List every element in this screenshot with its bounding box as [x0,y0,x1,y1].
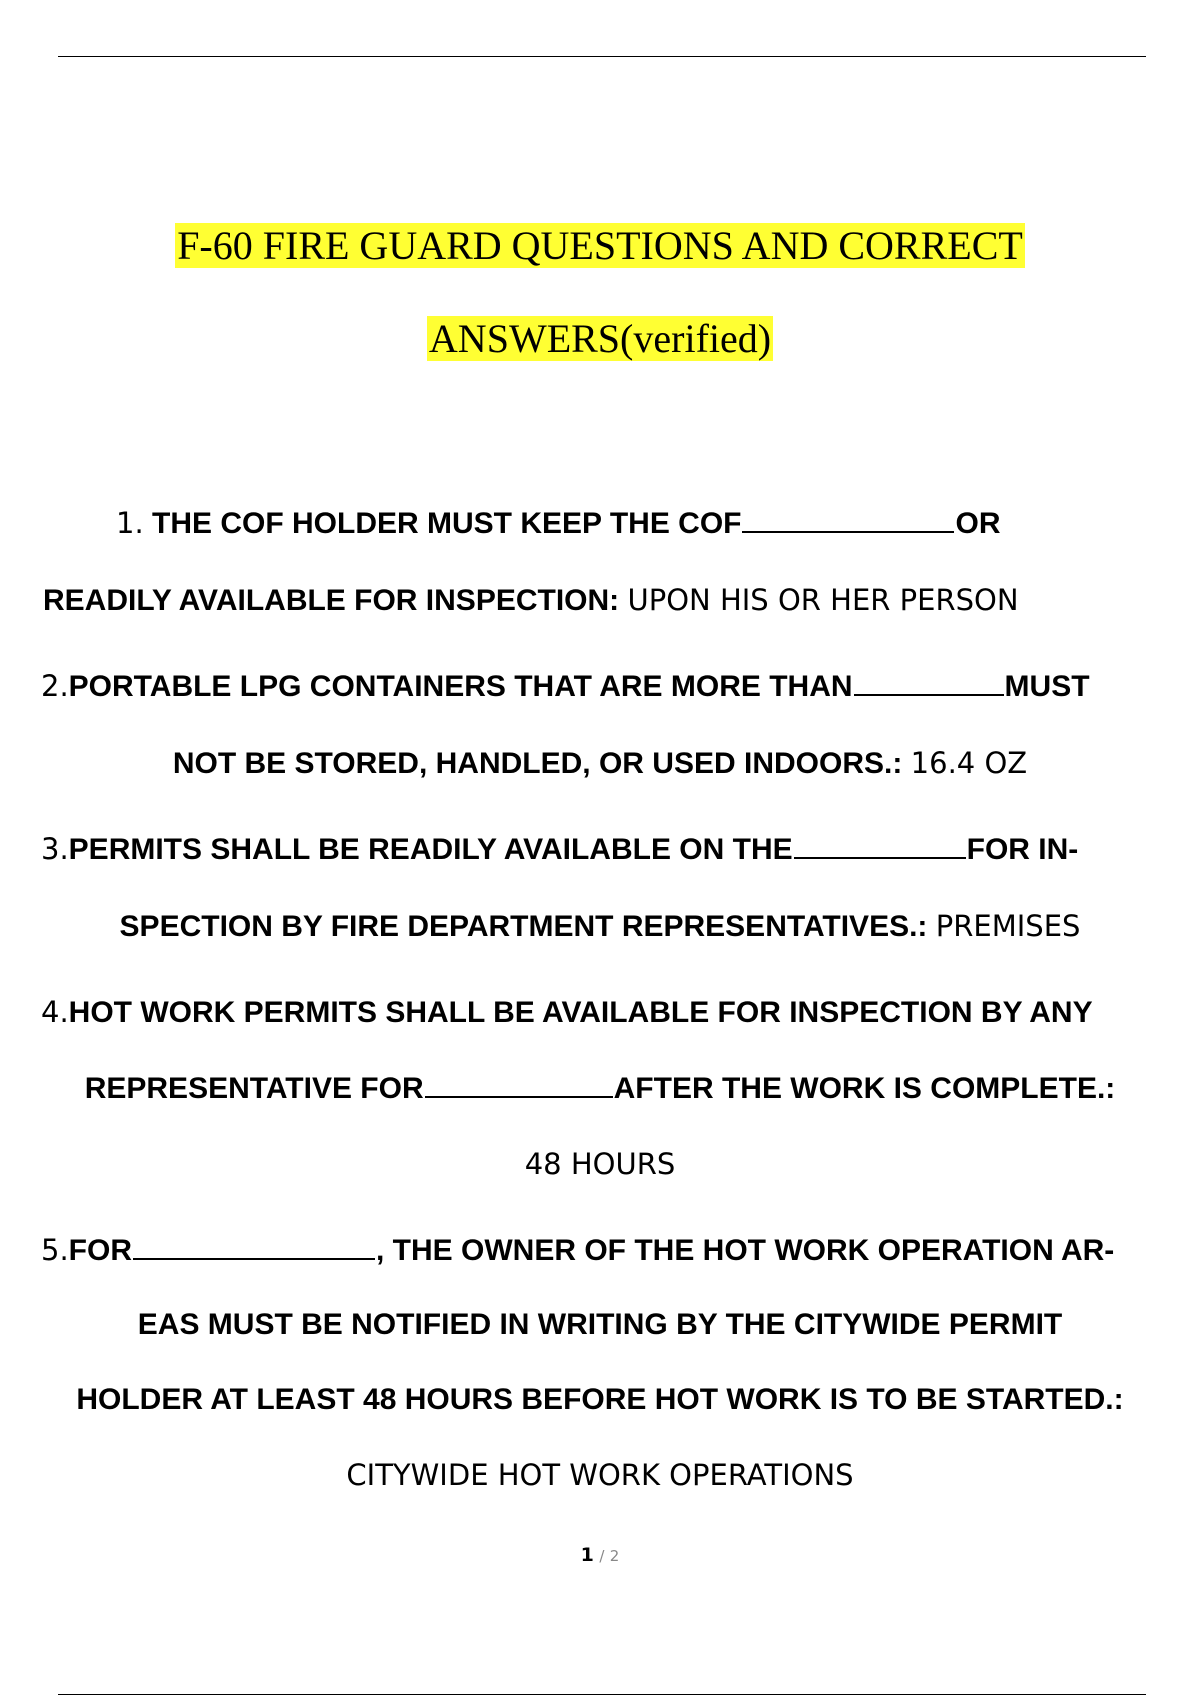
question-5-number: 5. [41,1233,69,1267]
question-4-text-b: REPRESENTATIVE FOR [84,1072,424,1105]
question-4-answer: 48 HOURS [524,1147,676,1181]
question-5-line-3 [0,1380,1200,1420]
question-5-text-c: EAS MUST BE NOTIFIED IN WRITING BY THE CITYWIDE PERMIT [137,1308,1063,1341]
question-1-text-c: READILY AVAILABLE FOR INSPECTION: [43,584,620,617]
question-1-line-1 [116,503,1116,544]
question-4-number: 4. [41,995,69,1029]
question-5-line-2 [0,1305,1200,1345]
question-3-text-c: SPECTION BY FIRE DEPARTMENT REPRESENTATIVES.: [119,910,928,943]
question-3-blank [794,831,966,859]
question-2-line-2 [0,743,1200,784]
question-2-number: 2. [41,669,69,703]
question-5-text-d: HOLDER AT LEAST 48 HOURS BEFORE HOT WORK IS TO BE STARTED.: [76,1383,1124,1416]
question-1-text-a: THE COF HOLDER MUST KEEP THE COF [152,507,742,540]
question-3-text-a: PERMITS SHALL BE READILY AVAILABLE ON THE [68,833,793,866]
question-4-line-3 [0,1144,1200,1185]
question-4-line-1 [41,992,1181,1033]
page-current: 1 [580,1544,594,1566]
question-4-text-a: HOT WORK PERMITS SHALL BE AVAILABLE FOR INSPECTION BY ANY [68,996,1093,1029]
question-1-text-b: OR [955,507,1001,540]
question-3-line-1 [41,829,1171,870]
question-1-answer: UPON HIS OR HER PERSON [627,583,1019,617]
page-indicator [0,1544,1200,1566]
question-1-line-2 [43,580,1163,621]
bottom-rule [58,1694,1146,1695]
question-4-text-c: AFTER THE WORK IS COMPLETE.: [613,1072,1116,1105]
question-1-number: 1. [116,506,144,540]
title-highlight-1: F-60 FIRE GUARD QUESTIONS AND CORRECT [177,223,1023,268]
question-5-blank [133,1232,375,1260]
question-2-text-b: MUST [1004,670,1090,703]
top-rule [58,56,1146,57]
question-4-blank [425,1070,613,1098]
title-highlight-2: ANSWERS(verified) [428,316,772,361]
question-3-line-2 [0,906,1200,947]
question-5-text-b: , THE OWNER OF THE HOT WORK OPERATION AR- [376,1234,1115,1267]
question-1-blank [742,505,954,533]
question-5-text-a: FOR [68,1234,132,1267]
question-2-text-a: PORTABLE LPG CONTAINERS THAT ARE MORE THAN [68,670,853,703]
question-2-answer: 16.4 OZ [910,746,1028,780]
question-2-text-c: NOT BE STORED, HANDLED, OR USED INDOORS.: [172,747,903,780]
question-3-text-b: FOR IN- [966,833,1079,866]
page-separator: / [599,1547,605,1565]
question-5-line-1 [41,1230,1181,1271]
question-5-answer: CITYWIDE HOT WORK OPERATIONS [346,1458,854,1492]
question-2-blank [854,668,1004,696]
page-total: 2 [609,1547,620,1565]
question-4-line-2 [0,1069,1200,1109]
document-title-line-1 [0,222,1200,270]
question-2-line-1 [41,666,1171,707]
question-3-answer: PREMISES [935,909,1081,943]
question-3-number: 3. [41,832,69,866]
document-title-line-2 [0,315,1200,363]
question-5-line-4 [0,1455,1200,1496]
